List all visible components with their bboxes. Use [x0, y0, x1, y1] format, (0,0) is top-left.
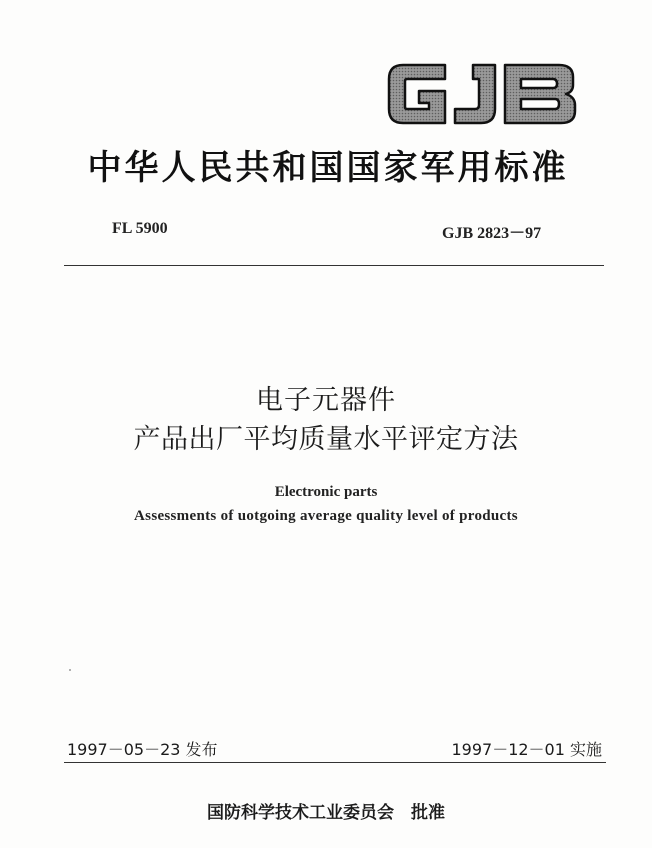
implementation-date: 1997－12－01 实施 [451, 740, 602, 759]
classification-number: FL 5900 [112, 220, 168, 237]
gjb-logo [383, 55, 583, 133]
chinese-title-line-1: 电子元器件 [256, 385, 396, 416]
scan-speck [69, 669, 71, 671]
standard-category-title: 中华人民共和国国家军用标准 [87, 148, 569, 188]
chinese-title-line-2: 产品出厂平均质量水平评定方法 [133, 424, 519, 455]
gjb-logo-graphic [383, 55, 583, 133]
approving-authority: 国防科学技术工业委员会 批准 [207, 803, 445, 823]
issue-date: 1997－05－23 发布 [67, 740, 218, 759]
footer-divider [64, 762, 606, 763]
english-title-line-1: Electronic parts [274, 484, 378, 500]
standard-number: GJB 2823－97 [442, 225, 542, 242]
header-divider [64, 265, 604, 266]
english-title-line-2: Assessments of uotgoing average quality level of products [134, 508, 518, 524]
